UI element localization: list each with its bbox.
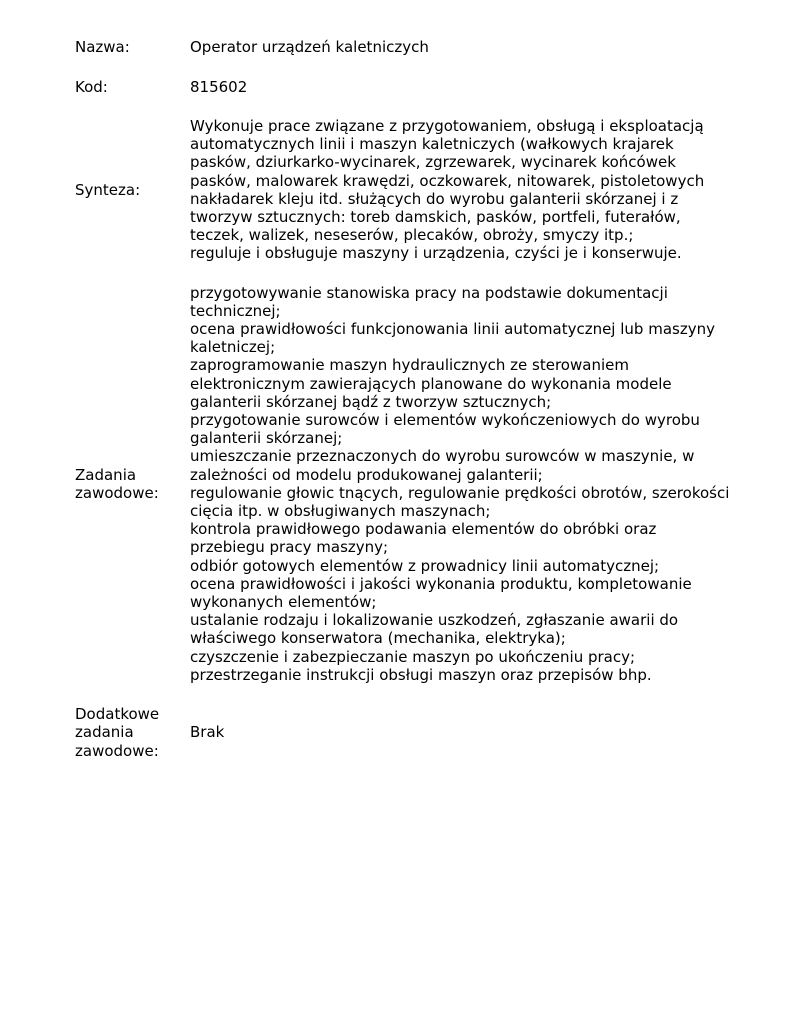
zadania-line: przestrzeganie instrukcji obsługi maszyn oraz przepisów bhp. xyxy=(190,665,652,684)
synteza-row xyxy=(75,117,755,263)
zadania-label xyxy=(75,466,190,502)
zadania-line: umieszczanie przeznaczonych do wyrobu surowców w maszynie, w xyxy=(190,447,695,466)
synteza-text xyxy=(190,117,755,263)
zadania-line: galanterii skórzanej; xyxy=(190,429,343,448)
dodatkowe-value: Brak xyxy=(190,723,225,742)
kod-label: Kod: xyxy=(75,77,108,96)
zadania-line: ustalanie rodzaju i lokalizowanie uszkodzeń, zgłaszanie awarii do xyxy=(190,611,679,630)
zadania-line: galanterii skórzanej bądź z tworzyw sztucznych; xyxy=(190,392,552,411)
zadania-line: ocena prawidłowości funkcjonowania linii automatycznej lub maszyny xyxy=(190,320,715,339)
zadania-line: odbiór gotowych elementów z prowadnicy linii automatycznej; xyxy=(190,556,660,575)
zadania-text xyxy=(190,284,755,684)
zadania-line: przygotowywanie stanowiska pracy na podstawie dokumentacji xyxy=(190,283,668,302)
dodatkowe-row xyxy=(75,705,755,760)
occupation-card xyxy=(75,38,755,760)
synteza-line: teczek, walizek, neseserów, plecaków, obroży, smyczy itp.; xyxy=(190,226,634,245)
synteza-line: Wykonuje prace związane z przygotowaniem, obsługą i eksploatacją xyxy=(190,117,704,135)
synteza-line: pasków, dziurkarko-wycinarek, zgrzewarek, wycinarek końcówek xyxy=(190,153,676,172)
zadania-line: ocena prawidłowości i jakości wykonania produktu, kompletowanie xyxy=(190,574,692,593)
synteza-line: reguluje i obsługuje maszyny i urządzenia, czyści je i konserwuje. xyxy=(190,244,682,263)
synteza-line: nakładarek kleju itd. służących do wyrobu galanterii skórzanej i z xyxy=(190,189,679,208)
dodatkowe-label-line: Dodatkowe xyxy=(75,705,160,724)
zadania-line: cięcia itp. w obsługiwanych maszynach; xyxy=(190,502,491,521)
zadania-row xyxy=(75,284,755,684)
dodatkowe-label-line: zadania xyxy=(75,723,134,742)
zadania-line: zależności od modelu produkowanej galanterii; xyxy=(190,465,543,484)
zadania-line: przebiegu pracy maszyny; xyxy=(190,538,389,557)
zadania-line: kaletniczej; xyxy=(190,338,276,357)
zadania-label-line: zawodowe: xyxy=(75,483,159,502)
zadania-line: zaprogramowanie maszyn hydraulicznych ze sterowaniem xyxy=(190,356,629,375)
synteza-label: Synteza: xyxy=(75,180,141,199)
synteza-line: tworzyw sztucznych: toreb damskich, pasków, portfeli, futerałów, xyxy=(190,208,681,227)
dodatkowe-label xyxy=(75,705,190,760)
zadania-line: właściwego konserwatora (mechanika, elektryka); xyxy=(190,629,566,648)
zadania-line: elektronicznym zawierających planowane do wykonania modele xyxy=(190,374,672,393)
nazwa-label: Nazwa: xyxy=(75,37,130,56)
zadania-label-line: Zadania xyxy=(75,465,137,484)
synteza-line: pasków, malowarek krawędzi, oczkowarek, nitowarek, pistoletowych xyxy=(190,171,705,190)
dodatkowe-label-line: zawodowe: xyxy=(75,741,159,760)
zadania-line: kontrola prawidłowego podawania elementów do obróbki oraz xyxy=(190,520,657,539)
synteza-line: automatycznych linii i maszyn kaletniczych (wałkowych krajarek xyxy=(190,135,674,154)
zadania-line: wykonanych elementów; xyxy=(190,593,377,612)
zadania-line: czyszczenie i zabezpieczanie maszyn po ukończeniu pracy; xyxy=(190,647,636,666)
zadania-line: regulowanie głowic tnących, regulowanie prędkości obrotów, szerokości xyxy=(190,483,730,502)
kod-value: 815602 xyxy=(190,77,248,96)
kod-row xyxy=(75,78,755,96)
zadania-line: technicznej; xyxy=(190,301,281,320)
nazwa-value: Operator urządzeń kaletniczych xyxy=(190,37,429,56)
nazwa-row xyxy=(75,38,755,56)
zadania-line: przygotowanie surowców i elementów wykończeniowych do wyrobu xyxy=(190,411,700,430)
